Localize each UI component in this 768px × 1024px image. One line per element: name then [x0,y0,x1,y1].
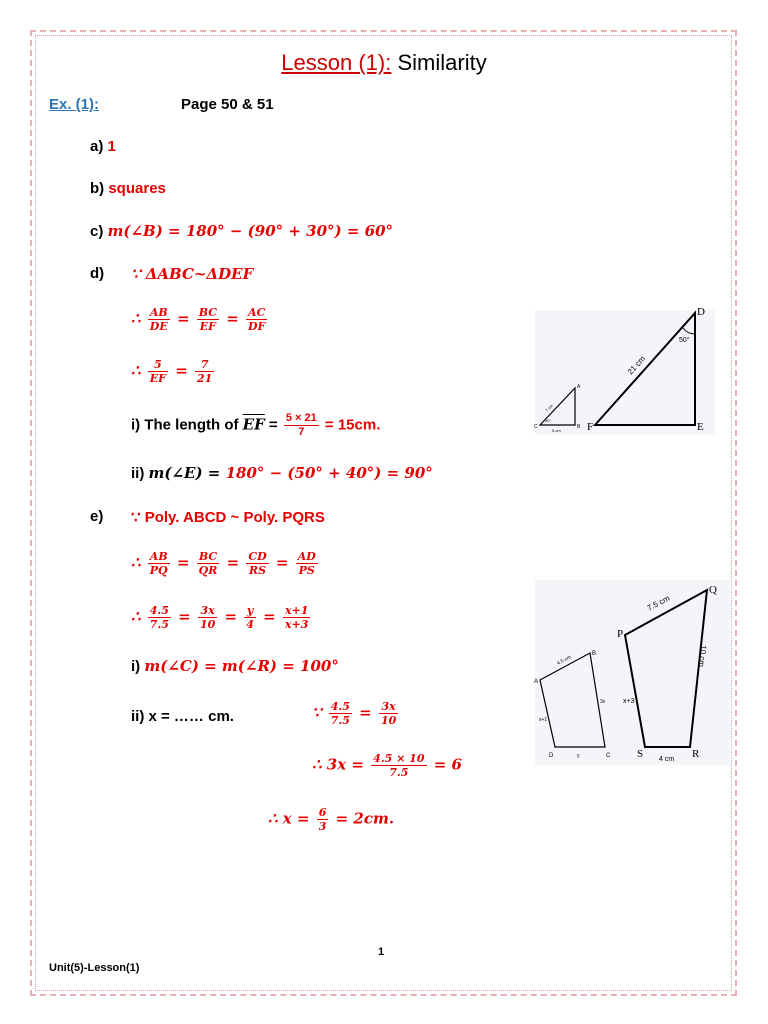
item-c-label: c) [90,223,104,240]
text-label: AB [148,306,170,320]
item-e-label: e) [90,508,104,525]
page-number: 1 [378,946,385,958]
text-label: AD [297,550,316,563]
item-b-label: b) [90,180,105,197]
small-base-label: 5 cm [552,428,561,433]
footer-unit-label: Unit(5)-Lesson(1) [49,962,140,974]
text-label: = [264,416,282,434]
text-label: ii) [131,465,149,482]
vertex-d: D [697,306,705,318]
exercise-label: Ex. (1): [49,96,100,113]
text-label: ∴ [131,553,141,572]
vertex-r: R [692,748,700,760]
text-label: 7 [195,358,214,372]
text-label: 7.5 [149,618,169,631]
title-lesson: Lesson (1): [281,50,392,75]
text-label: 6 [318,806,327,819]
fraction [246,550,268,577]
text-label: ∴ 3x = [312,755,364,774]
text-label: AC [246,306,267,320]
text-label: BC [197,550,220,564]
item-e-i-expr: m(∠C) = m(∠R) = 100° [144,657,339,675]
vertex-c: C [534,424,538,430]
large-left-label: x+3 [623,698,635,705]
hypotenuse-label: 21 cm [625,354,648,377]
fraction [329,700,352,727]
fraction [244,604,256,631]
fraction [148,358,168,385]
therefore-symbol: ∴ [131,309,141,328]
fraction [198,604,217,631]
small-right-label: 3x [600,699,606,705]
vertex-p: P [617,628,624,640]
small-top-label: 4.5 cm [556,654,573,667]
text-label: = 6 [428,755,462,774]
fraction [246,306,267,333]
fraction [379,700,398,727]
fraction [148,550,170,577]
text-label: 5 [148,358,168,372]
item-d-ii [131,464,433,482]
item-b-answer: squares [108,180,166,197]
text-label: x+3 [284,618,309,631]
item-d-ratio1: ∴ $\frac{AB}{DE}$ = $\frac{BC}{EF}$ = $\frac{AC}{DF}$ [131,306,266,333]
text-label: ∵ [312,703,322,722]
item-d-ii-expr: 180° − (50° + 40°) = 90° [225,464,433,482]
item-a-label: a) [90,138,104,155]
text-label: 3x [379,700,398,714]
text-label: 4 [246,618,254,631]
item-c-expr: m(∠B) = 180° − (90° + 30°) = 60° [107,222,394,240]
text-label: EF [199,320,216,333]
text-label: 10 [199,618,216,631]
fraction [371,752,426,779]
text-label: DF [248,320,266,333]
title-topic: Similarity [391,50,487,75]
item-d-label: d) [90,265,105,282]
text-label: PS [298,564,315,577]
text-label: y [244,604,256,618]
item-e-step2 [312,752,462,779]
vertex-s: S [637,748,644,760]
text-label: 7.5 [330,714,350,727]
text-label: CD [248,550,267,563]
fraction [317,806,329,833]
fraction [148,604,171,631]
vertex-b: B [577,424,581,430]
text-label: i) [131,658,145,675]
item-e-ratio2: ∴ $\frac{4.5}{7.5}$ = $\frac{3x}{10}$ = $\frac{y}{4}$ = $\frac{x+1}{x+3}$ [131,604,309,631]
small-angle-label: 40° [545,418,552,423]
large-base-label: 4 cm [659,756,675,763]
page-title [0,50,768,76]
fraction [195,358,214,385]
item-e-ii: ii) x = …… cm. [131,708,234,725]
text-label: 3x [198,604,217,618]
text-label: 3 [318,820,327,833]
fraction [283,604,310,631]
vertex-f: F [587,421,594,433]
text-label: QR [198,564,218,577]
item-d-ii-lhs: m(∠E) = [148,464,226,482]
quadrilaterals-figure [525,575,735,770]
item-e-ratio1: ∴ $\frac{AB}{PQ}$ = $\frac{BC}{QR}$ = $\frac{CD}{RS}$ = $\frac{AD}{PS}$ [131,550,316,577]
text-label: 21 [197,372,213,385]
text-label: = 2cm. [330,809,395,828]
text-label: 5 × 21 [285,412,317,424]
large-angle-label: 50° [679,337,690,344]
fraction [197,306,219,333]
small-side-label: 7 cm [544,403,554,413]
large-right-label: 10 cm [696,644,708,668]
triangles-figure [525,300,725,440]
large-top-label: 7.5 cm [645,593,672,613]
text-label: 7 [298,426,305,438]
vertex-d: D [549,753,554,759]
text-label: 4.5 [330,700,350,713]
item-e-i [131,657,339,675]
item-a-answer: 1 [107,138,116,155]
text-label: RS [249,564,267,577]
item-c [90,222,393,240]
text-label: 4.5 × 10 [373,752,425,765]
text-label: x+1 [284,604,309,617]
item-d-i [131,412,380,439]
vertex-a: A [577,384,581,390]
item-e-given: ∵ Poly. ABCD ~ Poly. PQRS [131,509,325,526]
small-base-label: y [577,753,580,759]
fraction [197,550,220,577]
text-label: BC [198,306,217,319]
item-a [90,138,116,155]
exercise-page: Page 50 & 51 [181,96,274,113]
item-e-step1: ∵ $\frac{4.5}{7.5}$ = $\frac{3x}{10}$ [312,700,397,727]
vertex-a: A [534,679,539,685]
text-label: 4.5 [149,604,169,617]
fraction [148,306,170,333]
text-label: EF [149,372,166,385]
text-label: AB [148,550,170,564]
item-e-step3 [268,806,394,833]
text-label: ∴ [131,607,141,626]
text-label: ∴ x = [268,809,310,828]
vertex-e: E [697,421,704,433]
text-label: DE [149,320,168,333]
therefore-symbol: ∴ [131,361,141,380]
text-label: 7.5 [389,766,409,779]
item-d-i-result: = 15cm. [320,416,381,434]
item-b [90,180,166,197]
segment-ef: $\overline{EF}$ [242,415,265,434]
small-left-label: x+1 [539,717,548,723]
item-d-given: ∵ ΔABC~ΔDEF [131,265,254,283]
vertex-b: B [592,651,597,657]
item-d-ratio2: ∴ $\frac{5}{EF}$ = $\frac{7}{21}$ [131,358,213,385]
vertex-q: Q [709,584,717,596]
figure-background [535,310,715,435]
text-label: PQ [149,564,168,577]
vertex-c: C [606,753,611,759]
item-d-i-text: i) The length of [131,416,243,434]
fraction [296,550,318,577]
text-label: 10 [380,714,397,727]
fraction [284,412,319,439]
